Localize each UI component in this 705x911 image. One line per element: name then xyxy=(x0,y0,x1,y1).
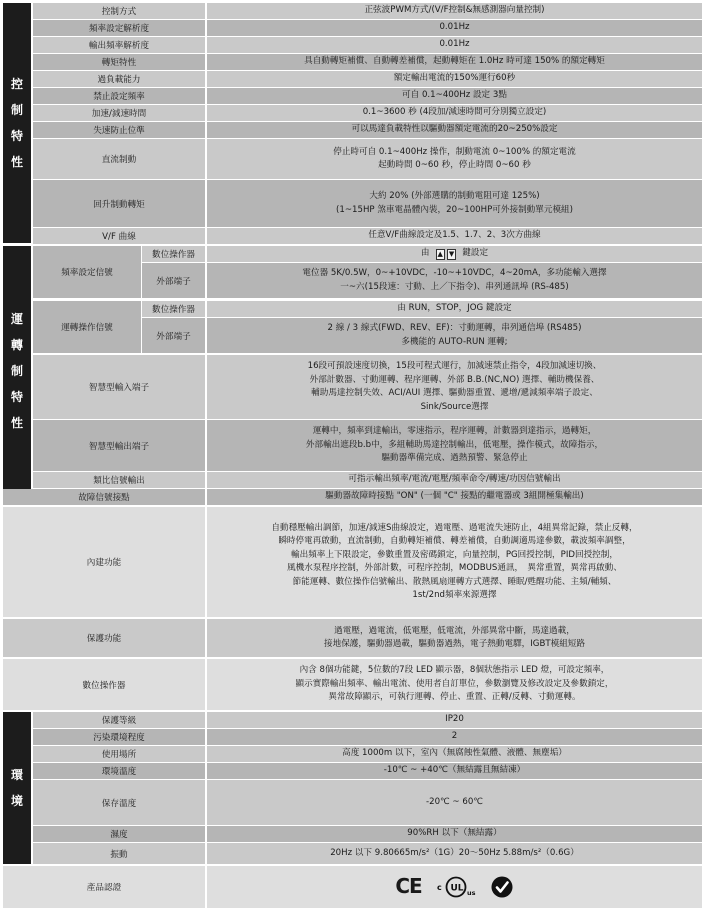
value-freq-digital-keypad xyxy=(207,246,702,262)
value-torque: 具自動轉矩補償、自動轉差補償，起動轉矩在 1.0Hz 時可達 150% 的額定轉矩 xyxy=(207,54,702,70)
section-char: 環 xyxy=(10,768,23,782)
label-torque: 轉矩特性 xyxy=(33,54,205,70)
value-fault-contact: 驅動器故障時接點 "ON" (一個 "C" 接點的繼電器或 3組開極集輸出) xyxy=(207,489,702,505)
label-pollution-degree: 污染環境程度 xyxy=(33,729,205,745)
value-digital-keypad: 內含 8個功能鍵，5位數的7段 LED 顯示器，8個狀態指示 LED 燈，可設定頻率， 顯示實際輸出頻率、輸出電流、使用者自訂單位，參數瀏覽及修改設定及參數鎖定， 異常故障顯示，可執行運轉、停止、重置、正轉/反轉、寸動運轉。 xyxy=(207,659,702,710)
value-overload: 額定輸出電流的150%運行60秒 xyxy=(207,71,702,87)
section-char: 特 xyxy=(10,129,23,143)
label-freq-setting-resolution: 頻率設定解析度 xyxy=(33,20,205,36)
label-run-operation-signal: 運轉操作信號 xyxy=(33,301,141,353)
label-protection-grade: 保護等級 xyxy=(33,712,205,728)
label-freq-digital-keypad: 數位操作器 xyxy=(142,246,205,262)
section-char: 制 xyxy=(10,103,23,117)
section-char: 轉 xyxy=(10,338,23,352)
value-humidity: 90%RH 以下（無結露） xyxy=(207,826,702,842)
section-char: 性 xyxy=(10,416,23,430)
label-smart-input-terminal: 智慧型輸入端子 xyxy=(33,355,205,419)
label-control-mode: 控制方式 xyxy=(33,3,205,19)
section-char: 特 xyxy=(10,390,23,404)
section-char: 運 xyxy=(10,312,23,326)
value-regen-brake: 大約 20% (外部選購的制動電阻可達 125%) (1~15HP 煞車電晶體內裝，20~100HP可外接制動單元模組) xyxy=(207,180,702,227)
label-ambient-temperature: 環境溫度 xyxy=(33,763,205,779)
value-storage-temperature: -20℃ ~ 60℃ xyxy=(207,780,702,825)
label-stall-prevention: 失速防止位準 xyxy=(33,122,205,138)
label-freq-setting-signal: 頻率設定信號 xyxy=(33,246,141,298)
value-output-freq-resolution: 0.01Hz xyxy=(207,37,702,53)
label-certification: 產品認證 xyxy=(3,866,205,908)
freq-digital-suffix: 鍵設定 xyxy=(462,248,489,259)
label-smart-output-terminal: 智慧型輸出端子 xyxy=(33,420,205,471)
c-tick-mark-icon xyxy=(490,875,514,899)
cul-us-mark-icon xyxy=(436,875,476,899)
label-analog-output: 類比信號輸出 xyxy=(33,472,205,488)
value-prohibit-freq: 可自 0.1~400Hz 設定 3點 xyxy=(207,88,702,104)
down-key-icon: ▼ xyxy=(448,249,455,258)
section-char: 境 xyxy=(10,794,23,808)
svg-text:UL: UL xyxy=(450,883,464,894)
value-vf-curve: 任意V/F曲線設定及1.5、1.7、2、3次方曲線 xyxy=(207,228,702,244)
section-environment xyxy=(3,712,31,864)
value-pollution-degree: 2 xyxy=(207,729,702,745)
label-regen-brake: 回升制動轉矩 xyxy=(33,180,205,227)
value-run-digital-keypad: 由 RUN，STOP，JOG 鍵設定 xyxy=(207,301,702,317)
label-digital-keypad: 數位操作器 xyxy=(3,659,205,710)
up-key-icon: ▲ xyxy=(437,249,443,258)
value-freq-setting-resolution: 0.01Hz xyxy=(207,20,702,36)
label-storage-temperature: 保存溫度 xyxy=(33,780,205,825)
value-dc-brake: 停止時可自 0.1~400Hz 操作，制動電流 0~100% 的額定電流 起動時間 0~60 秒，停止時間 0~60 秒 xyxy=(207,139,702,179)
section-char: 控 xyxy=(10,77,23,91)
value-location: 高度 1000m 以下，室內（無腐蝕性氣體、液體、無塵垢） xyxy=(207,746,702,762)
value-control-mode: 正弦波PWM方式/(V/F控制&無感測器向量控制) xyxy=(207,3,702,19)
value-builtin-functions: 自動穩壓輸出調節，加速/減速S曲線設定，過電壓、過電流失速防止，4組異常記錄，禁止反轉， 瞬時停電再啟動，直流制動，自動轉矩補償、轉差補償，自動調適馬達參數，載波頻率調整， 輸出頻率上下限設定，參數重置及密碼鎖定，向量控制，PG回授控制，PID回授控制， 風機水泵程序控制，外部計數，可程序控制，MODBUS通訊， 異常重置，異常再啟動、 節能運轉、數位操作信號輸出、散熱風扇運轉方式選擇、睡眠/甦醒功能、主頻/輔頻、 1st/2nd頻率來源選擇 xyxy=(207,507,702,617)
label-vibration: 振動 xyxy=(33,843,205,864)
value-accel-decel: 0.1~3600 秒 (4段加/減速時間可分別獨立設定) xyxy=(207,105,702,121)
section-char: 性 xyxy=(10,155,23,169)
label-humidity: 濕度 xyxy=(33,826,205,842)
label-freq-external-terminal: 外部端子 xyxy=(142,263,205,298)
label-vf-curve: V/F 曲線 xyxy=(33,228,205,244)
section-control-characteristics xyxy=(3,3,31,243)
value-vibration: 20Hz 以下 9.80665m/s²（1G）20～50Hz 5.88m/s²（0.6G） xyxy=(207,843,702,864)
value-certification xyxy=(207,866,702,908)
label-output-freq-resolution: 輸出頻率解析度 xyxy=(33,37,205,53)
label-fault-contact: 故障信號接點 xyxy=(3,489,205,505)
label-prohibit-freq: 禁止設定頻率 xyxy=(33,88,205,104)
label-location: 使用場所 xyxy=(33,746,205,762)
value-protection-grade: IP20 xyxy=(207,712,702,728)
label-run-external-terminal: 外部端子 xyxy=(142,318,205,353)
svg-text:us: us xyxy=(466,889,476,897)
label-overload: 過負載能力 xyxy=(33,71,205,87)
value-stall-prevention: 可以馬達負載特性以驅動器額定電流的20~250%設定 xyxy=(207,122,702,138)
section-operation-characteristics xyxy=(3,246,31,496)
value-ambient-temperature: -10℃ ~ +40℃（無結露且無結凍） xyxy=(207,763,702,779)
value-protection: 過電壓，過電流，低電壓，低電流，外部異常中斷，馬達過載， 接地保護，驅動器過載，驅動器過熱，電子熱動電驛，IGBT模組短路 xyxy=(207,619,702,657)
value-smart-output-terminal: 運轉中，頻率到達輸出，零速指示，程序運轉，計數器到達指示，過轉矩， 外部輸出遮段b.b中，多組輔助馬達控制輸出，低電壓，操作模式，故障指示， 驅動器準備完成、過熱預警、緊急停止 xyxy=(207,420,702,471)
label-accel-decel: 加速/減速時間 xyxy=(33,105,205,121)
ce-mark-icon: CE xyxy=(395,874,422,899)
value-run-external-terminal: 2 線 / 3 線式(FWD、REV、EF)：寸動運轉，串列通信埠 (RS485) 多機能的 AUTO-RUN 運轉; xyxy=(207,318,702,353)
value-smart-input-terminal: 16段可預設速度切換，15段可程式運行，加減速禁止指令，4段加減速切換、 外部計數器、寸動運轉、程序運轉、外部 B.B.(NC,NO) 選擇、輔助機保養、 輔助馬達控制失效、ACI/AUI 選擇、驅動器重置、遞增/遞減頻率端子設定、 Sink/Source選擇 xyxy=(207,355,702,419)
svg-text:c: c xyxy=(436,883,442,892)
freq-digital-prefix: 由 xyxy=(420,248,430,259)
label-protection: 保護功能 xyxy=(3,619,205,657)
label-builtin-functions: 內建功能 xyxy=(3,507,205,617)
value-analog-output: 可指示輸出頻率/電流/電壓/頻率命令/轉速/功因信號輸出 xyxy=(207,472,702,488)
label-dc-brake: 直流制動 xyxy=(33,139,205,179)
section-char: 制 xyxy=(10,364,23,378)
value-freq-external-terminal: 電位器 5K/0.5W，0~+10VDC，-10~+10VDC，4~20mA，多功能輸入選擇 一~六(15段速：寸動、上／下指令)、串列通訊埠 (RS-485) xyxy=(207,263,702,298)
label-run-digital-keypad: 數位操作器 xyxy=(142,301,205,317)
